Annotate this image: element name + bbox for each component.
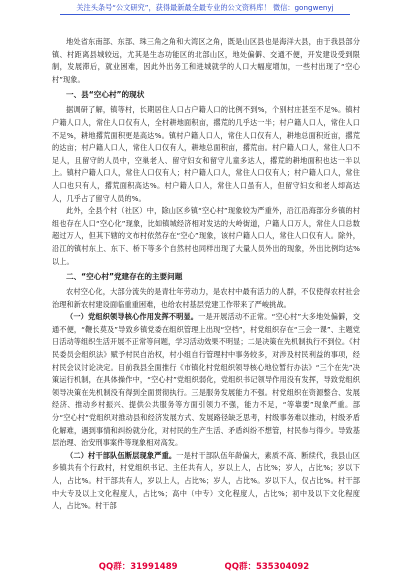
paragraph-text: 一是开展活动不正常。“空心村”大多地处偏僻，交通不便，“鞭长莫及”导致乡镇党委在组织管理上出现“空档”，村党组织存在“三会一课”、主题党日活动等组织生活开展不正常等问题，学习活动效果不明显；二是决策在先机制执行不到位。《村民委员会组织法》赋予村民自治权，村小组自行管理村中事务较多，对涉及村民利益的事项，经村民会议讨论决定。目前我县全面推行《市镇化村党组织领导核心地位暂行办法》“三个在先”决策运行机制，在具体操作中，“空心村”党组织弱化，党组织书记领导作用没有发挥，导致党组织领导决策在先机制没有得到全面贯彻执行。三是服务发展能力不强。村党组织在资源整合、发展经济、推动乡村振兴、提供公共服务等方面引领力不强，能力不足，“等靠要”现象严重。部分“空心村”党组织对推动县和经济发展方式、发展路径缺乏思考，村级事务难以推动，村级矛盾化解难，遇到事情和纠纷就分化，对村民的生产生活、矛盾纠纷不想管，村民参与得少。导致基层治理、治安刑事案件等现象相对高发。 [52,312,360,448]
section-heading: 二、“空心村”党建存在的主要问题 [66,272,183,282]
section-heading: 一、县“空心村”的现状 [66,90,145,100]
qq-group-2: QQ群：535304092 [224,562,310,572]
paragraph: 据调研了解，镇等村，长期居住人口占户籍人口的比例不到%，个别村庄甚至不足%。镇村户籍人口人，常住人口仅有人，全村耕地面积亩，撂荒的几乎达一半；村户籍人口人，常住人口不足%，耕地撂荒面积更是高达%。镇村户籍人口人，常住人口仅有人，耕地总面积近亩，撂荒的达亩；村户籍人口人，常住人口仅有人，耕地总面积亩，撂荒亩。村户籍人口人，常住人口不足人，且留守的人员中，空巢老人、留守妇女和留守儿童多达人，撂荒的耕地面积也达一半以上。镇村户籍人口人，常住人口仅有人；村户籍人口人，常住人口仅有人；村户籍人口人，常住人口也只有人，撂荒面积高达%。村户籍人口人，常住人口虽有人，但留守妇女和老人却高达人，几乎占了留守人员的%。 [52,105,360,203]
paragraph-with-lead [52,311,360,450]
footer-contact [0,560,408,572]
header-banner: 关注头条号“公文研究”，获得最新最全最专业的公文资料库！ 微信：gongwenyj [60,3,350,15]
subheading: （二）村干部队伍断层现象严重。 [66,450,177,460]
document-body [52,36,360,513]
paragraph: 地处省东南部、东部、珠三角之角和大湾区之角，既是山区县也是海洋大县，由于我县部分镇、村距离县城较远，尤其是生态功能区的北部山区，地处偏僻、交通不便，开发建设受到限制，发展滞后，就业困难，因此外出务工和进城就学的人口大幅度增加，一些村出现了“空心村”现象。 [52,37,360,84]
paragraph-text: 一是村干部队伍年龄偏大，素质不高、断续代，我县山区乡镇共有个行政村，村党组织书记、主任共有人，岁以上人，占比%；岁人，占比%；岁以下人，占比%。村干部共有人，岁以上人，占比%；岁人，占比%。岁以下人，仅占比%。村干部中大专及以上文化程度人，占比%；高中（中专）文化程度人，占比%；初中及以下文化程度人，占比%。村干部 [52,450,360,511]
qq-group-1: QQ群：31991489 [98,562,178,572]
subheading: （一）党组织领导核心作用发挥不明显。 [66,312,199,322]
paragraph: 农村空心化，大部分流失的是青壮年劳动力，是农村中最有活力的人群，不仅使得农村社会治理和新农村建设面临重重困难，也给农村基层党建工作带来了严峻挑战。 [52,287,360,309]
paragraph-with-lead [52,450,360,513]
paragraph: 此外，全县个村（社区）中，除山区乡镇“空心村”现象较为严重外，沿江沿海部分乡镇的村组也存在人口“空心化”现象，比如镇城经济相对发达的大岭街道，户籍人口万人，常住人口总数超过万人，但其下辖的文布村依然存在“空心”现象，该村户籍人口人，常住人口仅有人。除外，沿江的镇村东上、东下、桥下等多个自然村也同样出现了大量人员外出的现象，外出比例均达%以上。 [52,206,360,266]
